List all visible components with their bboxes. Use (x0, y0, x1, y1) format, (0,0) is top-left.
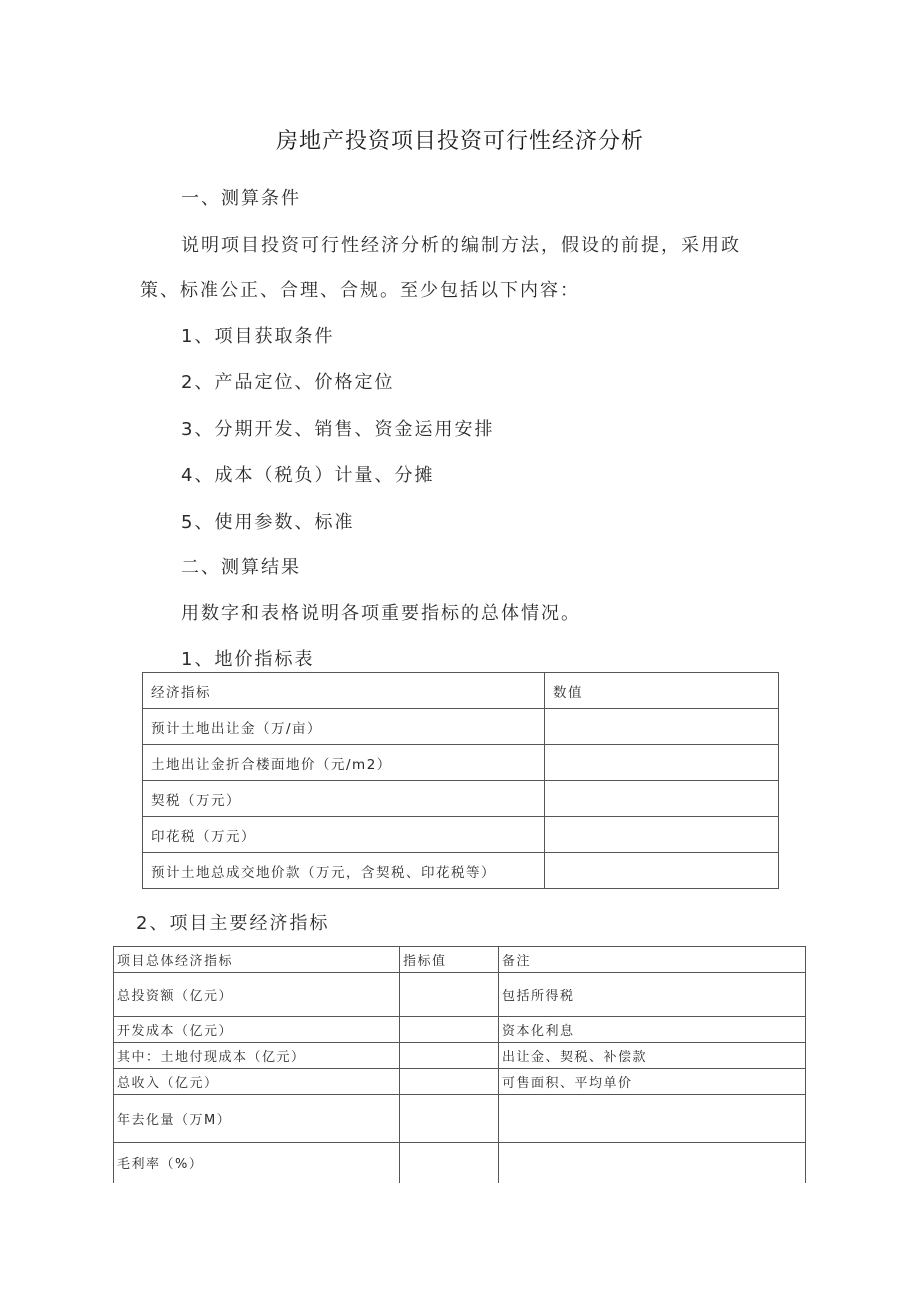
section1-heading: 一、测算条件 (181, 188, 301, 209)
table-cell: 出让金、契税、补偿款 (499, 1043, 806, 1069)
table-cell: 土地出让金折合楼面地价（元/m2） (143, 745, 545, 781)
table-row (143, 781, 779, 817)
table-row (143, 853, 779, 889)
section2-paragraph: 用数字和表格说明各项重要指标的总体情况。 (181, 603, 581, 624)
table-row (143, 745, 779, 781)
list-item: 1、项目获取条件 (181, 326, 335, 347)
table-cell (400, 973, 499, 1017)
table-cell (400, 1069, 499, 1095)
table-header-cell: 项目总体经济指标 (114, 947, 400, 973)
document-title: 房地产投资项目投资可行性经济分析 (275, 129, 644, 154)
table-cell: 资本化利息 (499, 1017, 806, 1043)
table-header-row (114, 947, 806, 973)
table-cell: 印花税（万元） (143, 817, 545, 853)
table-row (114, 1069, 806, 1095)
table-cell (545, 853, 779, 889)
table2-title: 2、项目主要经济指标 (136, 913, 330, 934)
table-row (114, 1043, 806, 1069)
land-price-table (142, 672, 779, 889)
economic-indicators-table (113, 946, 806, 1183)
section2-heading: 二、测算结果 (181, 557, 301, 578)
table-cell (545, 817, 779, 853)
table-header-cell: 数值 (545, 673, 779, 709)
table-row (114, 1017, 806, 1043)
table-header-cell: 经济指标 (143, 673, 545, 709)
section1-paragraph-line1: 说明项目投资可行性经济分析的编制方法，假设的前提，采用政 (181, 235, 741, 256)
table-row (143, 709, 779, 745)
table-row (114, 1095, 806, 1143)
table-cell: 预计土地出让金（万/亩） (143, 709, 545, 745)
table-cell: 可售面积、平均单价 (499, 1069, 806, 1095)
table-row (114, 973, 806, 1017)
list-item: 2、产品定位、价格定位 (181, 372, 395, 393)
table-cell: 总收入（亿元） (114, 1069, 400, 1095)
table-cell: 毛利率（%） (114, 1143, 400, 1183)
table-cell (400, 1017, 499, 1043)
list-item: 5、使用参数、标准 (181, 512, 355, 533)
table-header-cell: 指标值 (400, 947, 499, 973)
table-cell (545, 709, 779, 745)
table-cell: 预计土地总成交地价款（万元，含契税、印花税等） (143, 853, 545, 889)
table-cell: 开发成本（亿元） (114, 1017, 400, 1043)
table-cell: 契税（万元） (143, 781, 545, 817)
table-cell (545, 781, 779, 817)
table-cell (400, 1095, 499, 1143)
table-header-row (143, 673, 779, 709)
table-cell (400, 1043, 499, 1069)
list-item: 4、成本（税负）计量、分摊 (181, 465, 435, 486)
table-cell: 总投资额（亿元） (114, 973, 400, 1017)
table-cell (545, 745, 779, 781)
table-row (114, 1143, 806, 1183)
table-cell: 其中：土地付现成本（亿元） (114, 1043, 400, 1069)
table-cell: 年去化量（万M） (114, 1095, 400, 1143)
table-cell: 包括所得税 (499, 973, 806, 1017)
section1-paragraph-line2: 策、标准公正、合理、合规。至少包括以下内容： (140, 280, 580, 301)
table-cell (499, 1143, 806, 1183)
table-cell (499, 1095, 806, 1143)
table1-title: 1、地价指标表 (181, 649, 315, 670)
table-row (143, 817, 779, 853)
table-header-cell: 备注 (499, 947, 806, 973)
list-item: 3、分期开发、销售、资金运用安排 (181, 419, 495, 440)
table-cell (400, 1143, 499, 1183)
